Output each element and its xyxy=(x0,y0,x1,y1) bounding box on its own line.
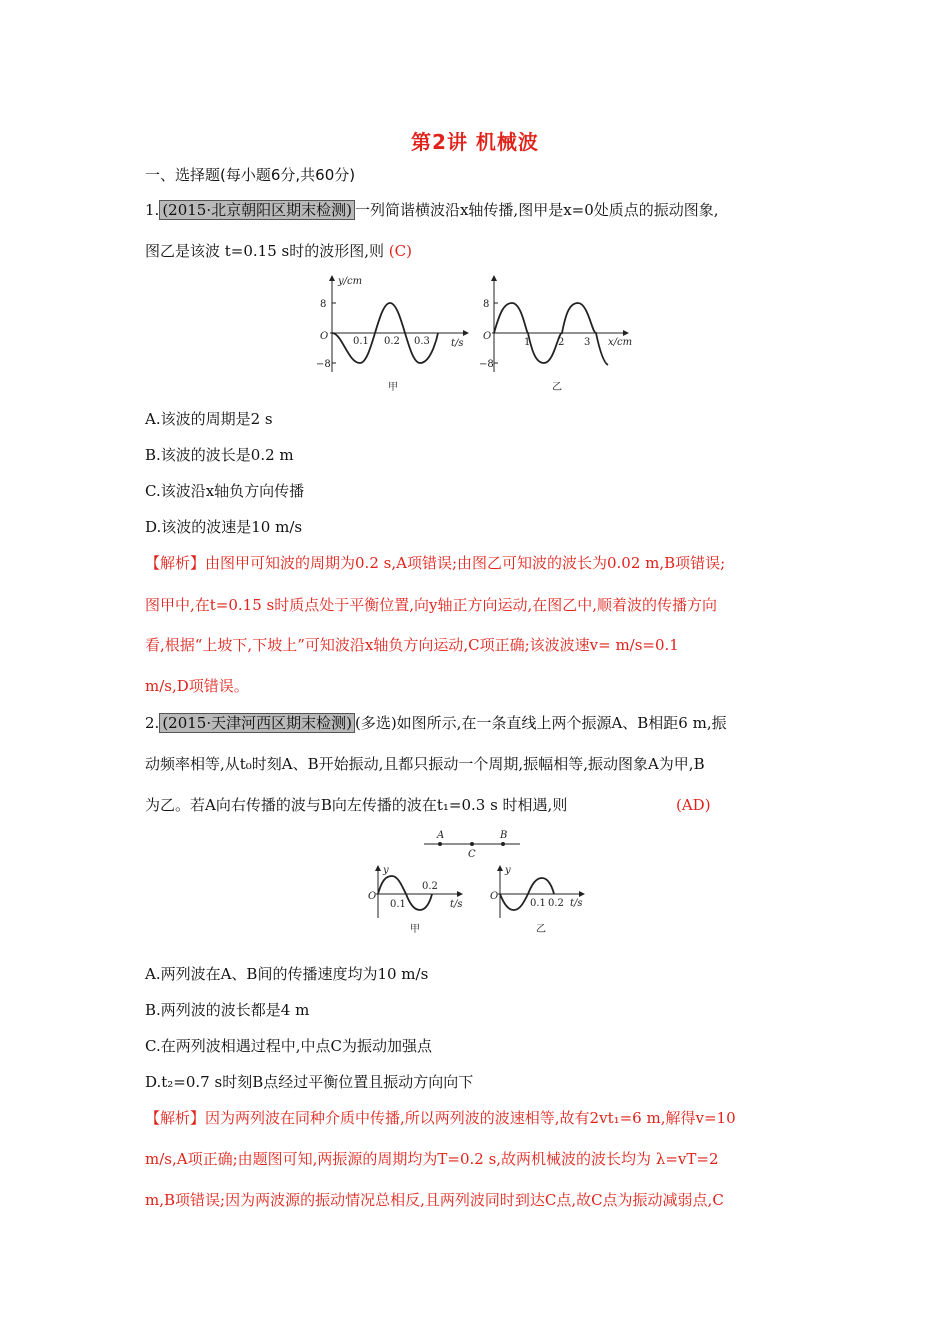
q1-jia-tick-2: 0.2 xyxy=(384,336,400,347)
q1-jia-origin: O xyxy=(320,331,329,342)
q1-jia-tick-3: 0.3 xyxy=(414,336,430,347)
q2-analysis-1 xyxy=(145,1107,736,1129)
q1-jia-ylabel: y/cm xyxy=(338,276,363,287)
q1-yi-caption: 乙 xyxy=(552,382,562,393)
q2-yi-origin: O xyxy=(490,891,499,902)
q2-point-a xyxy=(438,842,442,846)
q2-analysis-text-1: 因为两列波在同种介质中传播,所以两列波的波速相等,故有2vt₁=6 m,解得v=10 xyxy=(205,1109,736,1127)
q1-jia-tick-1: 0.1 xyxy=(353,336,369,347)
q2-number: 2. xyxy=(145,714,160,732)
q1-yi-curve xyxy=(494,303,608,365)
q1-yi-tick-3: 3 xyxy=(584,337,591,348)
q2-figure-line xyxy=(420,826,530,862)
q2-point-b xyxy=(501,842,505,846)
q2-figure-jia xyxy=(366,862,476,940)
q2-line1 xyxy=(145,712,727,734)
q2-option-d: D.t₂=0.7 s时刻B点经过平衡位置且振动方向向下 xyxy=(145,1073,474,1091)
q2-jia-caption: 甲 xyxy=(410,924,420,935)
q2-jia-origin: O xyxy=(368,891,377,902)
section-heading: 一、选择题(每小题6分,共60分) xyxy=(145,166,356,184)
q1-source-tag: (2015·北京朝阳区期末检测) xyxy=(159,200,355,220)
q2-answer: (AD) xyxy=(676,796,711,814)
q1-option-a: A.该波的周期是2 s xyxy=(145,410,273,428)
q2-analysis-2: m/s,A项正确;由题图可知,两振源的周期均为T=0.2 s,故两机械波的波长均为 λ=vT=2 xyxy=(145,1150,719,1168)
q1-jia-xlabel: t/s xyxy=(451,338,464,349)
q1-figure-yi xyxy=(478,272,648,397)
q2-stem-1: (多选)如图所示,在一条直线上两个振源A、B相距6 m,振 xyxy=(354,714,727,732)
q1-jia-y-neg: −8 xyxy=(316,359,331,370)
q1-analysis-2: 图甲中,在t=0.15 s时质点处于平衡位置,向y轴正方向运动,在图乙中,顺着波的传播方向 xyxy=(145,596,718,614)
q2-yi-tick-1: 0.1 xyxy=(530,898,546,909)
q2-label-b: B xyxy=(500,830,508,841)
q2-yi-xlabel: t/s xyxy=(570,898,583,909)
q2-label-a: A xyxy=(437,830,445,841)
q2-option-b: B.两列波的波长都是4 m xyxy=(145,1001,310,1019)
q1-analysis-3: 看,根据“上坡下,下坡上”可知波沿x轴负方向运动,C项正确;该波波速v= m/s=0.1 xyxy=(145,636,679,654)
q1-line2 xyxy=(145,240,412,262)
q1-yi-tick-2: 2 xyxy=(558,337,565,348)
q1-option-b: B.该波的波长是0.2 m xyxy=(145,446,294,464)
q1-yi-tick-1: 1 xyxy=(524,337,531,348)
q1-yi-xlabel: x/cm xyxy=(608,337,633,348)
page-title: 第2讲 机械波 xyxy=(411,130,539,154)
q2-yi-caption: 乙 xyxy=(536,924,546,935)
q2-yi-tick-2: 0.2 xyxy=(548,898,564,909)
q2-label-c: C xyxy=(468,849,476,860)
q1-analysis-label: 【解析】 xyxy=(145,554,206,572)
q1-line1 xyxy=(145,199,719,221)
q2-stem-2: 动频率相等,从t₀时刻A、B开始振动,且都只振动一个周期,振幅相等,振动图象A为甲,B xyxy=(145,755,705,773)
q1-number: 1. xyxy=(145,201,160,219)
q1-option-d: D.该波的波速是10 m/s xyxy=(145,518,303,536)
q2-source-tag: (2015·天津河西区期末检测) xyxy=(159,713,355,733)
q2-figure-yi xyxy=(488,862,598,940)
q1-yi-y-pos: 8 xyxy=(483,299,490,310)
q2-stem-3: 为乙。若A向右传播的波与B向左传播的波在t₁=0.3 s 时相遇,则 xyxy=(145,796,568,814)
q2-jia-tick-2: 0.2 xyxy=(422,881,438,892)
q1-analysis-4: m/s,D项错误。 xyxy=(145,677,249,695)
q1-yi-y-neg: −8 xyxy=(479,359,494,370)
q2-option-a: A.两列波在A、B间的传播速度均为10 m/s xyxy=(145,965,429,983)
q1-analysis-text-1: 由图甲可知波的周期为0.2 s,A项错误;由图乙可知波的波长为0.02 m,B项错误; xyxy=(205,554,726,572)
q2-option-c: C.在两列波相遇过程中,中点C为振动加强点 xyxy=(145,1037,432,1055)
q1-jia-y-pos: 8 xyxy=(320,299,327,310)
q2-yi-ylabel: y xyxy=(505,865,511,876)
q1-stem-1: 一列简谐横波沿x轴传播,图甲是x=0处质点的振动图象, xyxy=(354,201,719,219)
q2-jia-tick-1: 0.1 xyxy=(390,899,406,910)
q2-analysis-label: 【解析】 xyxy=(145,1109,206,1127)
q1-answer: (C) xyxy=(388,242,412,260)
q1-option-c: C.该波沿x轴负方向传播 xyxy=(145,482,305,500)
q1-jia-caption: 甲 xyxy=(388,382,398,393)
q2-jia-ylabel: y xyxy=(383,865,389,876)
q2-point-c xyxy=(470,842,474,846)
q2-line3 xyxy=(145,794,567,816)
q1-analysis-1 xyxy=(145,552,725,574)
q2-analysis-3: m,B项错误;因为两波源的振动情况总相反,且两列波同时到达C点,故C点为振动减弱点,C xyxy=(145,1191,724,1209)
q1-stem-2: 图乙是该波 t=0.15 s时的波形图,则 xyxy=(145,242,384,260)
q1-yi-origin: O xyxy=(483,331,492,342)
q2-jia-xlabel: t/s xyxy=(450,899,463,910)
q1-figure-jia xyxy=(308,272,478,397)
